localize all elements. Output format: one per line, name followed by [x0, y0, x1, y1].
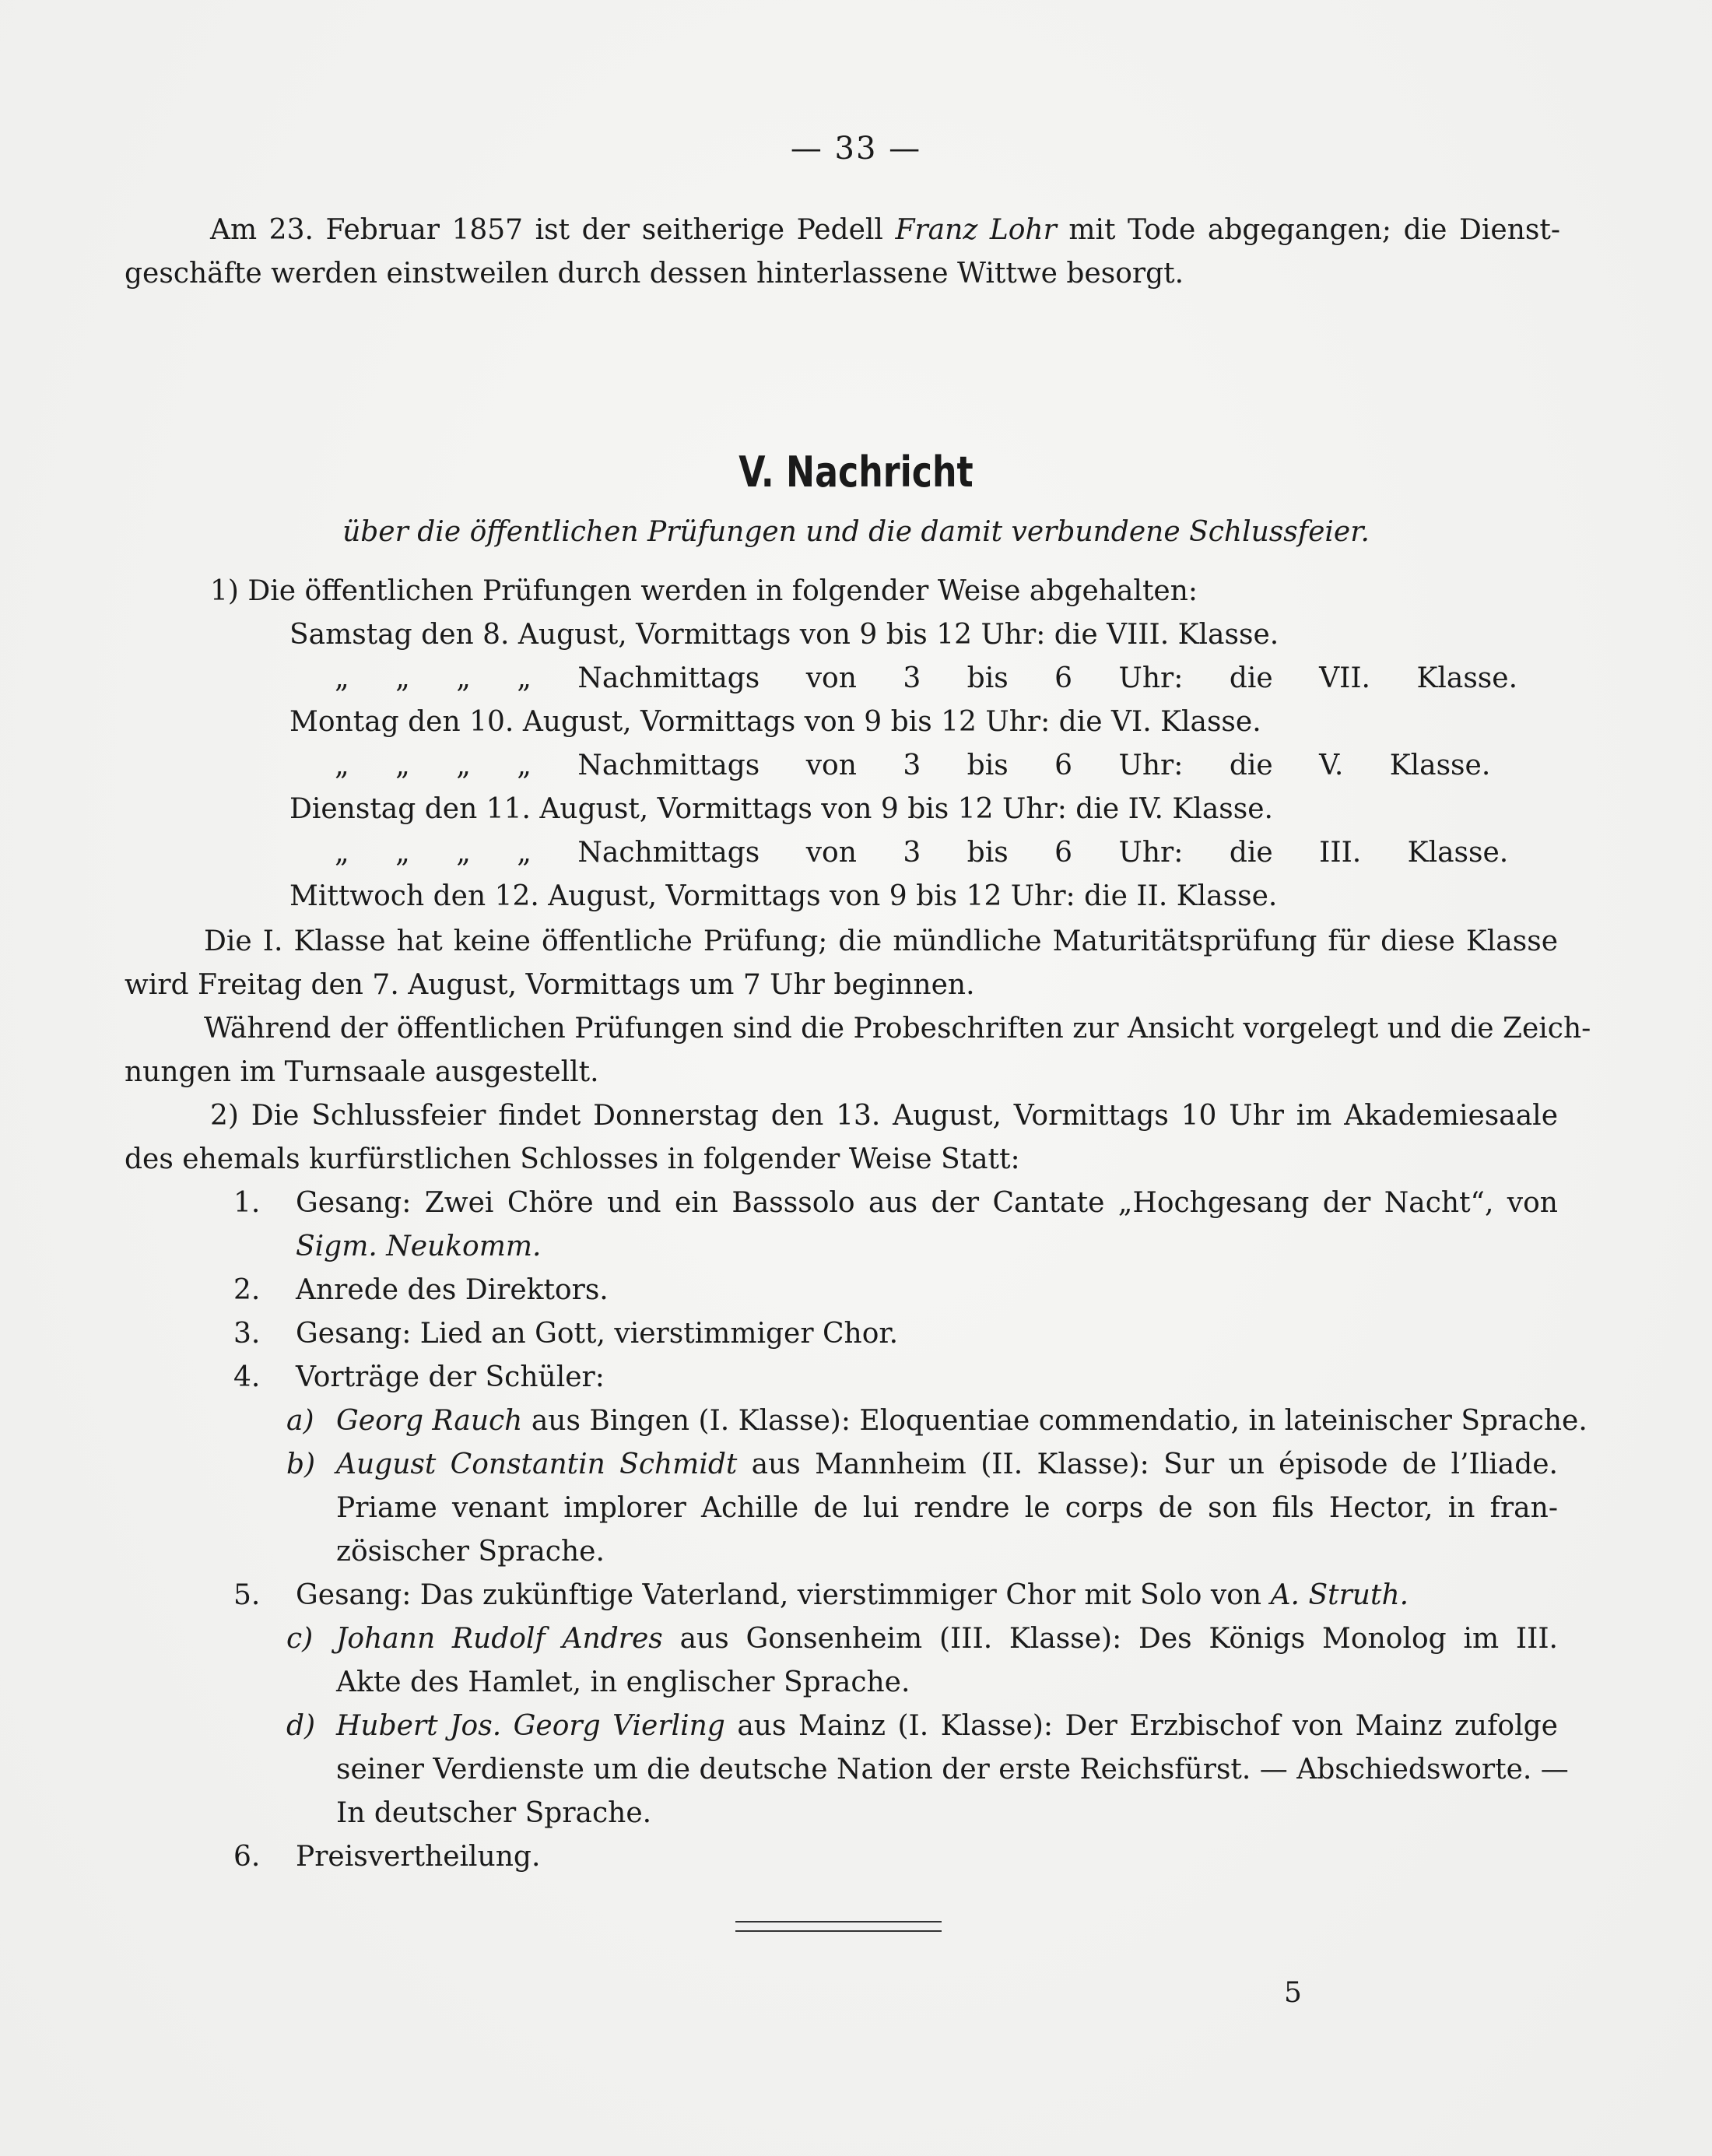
program-item-number: 4.: [233, 1361, 261, 1393]
sub-item-label: c): [286, 1623, 314, 1655]
ceremony-intro-line-2: des ehemals kurfürstlichen Schlosses in folgender Weise Statt:: [125, 1143, 1020, 1175]
program-item-6: Preisvertheilung.: [296, 1841, 541, 1873]
sub-item-label: b): [286, 1448, 316, 1480]
page-number: — 33 —: [790, 131, 922, 167]
section-title: V. Nachricht: [738, 448, 974, 497]
schedule-row: Samstag den 8. August, Vormittags von 9 bis 12 Uhr: die VIII. Klasse.: [289, 619, 1279, 651]
exams-intro: 1) Die öffentlichen Prüfungen werden in folgender Weise abgehalten:: [210, 575, 1198, 607]
signature-mark: 5: [1284, 1977, 1302, 2009]
program-item-3: Gesang: Lied an Gott, vierstimmiger Chor.: [296, 1318, 899, 1350]
exam-note-line-1: Die I. Klasse hat keine öffentliche Prüfung; die mündliche Maturitätsprüfung für diese Klasse: [204, 925, 1558, 957]
sub-item-b: [336, 1446, 1558, 1484]
program-item-1: Gesang: Zwei Chöre und ein Basssolo aus der Cantate „Hochgesang der Nacht“, von: [296, 1187, 1558, 1219]
intro-line-1: [210, 212, 1560, 249]
schedule-row: Montag den 10. August, Vormittags von 9 bis 12 Uhr: die VI. Klasse.: [289, 706, 1261, 738]
student-name: August Constantin Schmidt: [336, 1448, 738, 1480]
lecture-text: aus Mainz (I. Klasse): Der Erzbischof von Mainz zufolge: [737, 1710, 1558, 1742]
program-item-number: 1.: [233, 1187, 261, 1219]
section-subtitle: über die öffentlichen Prüfungen und die damit verbundene Schlussfeier.: [342, 516, 1370, 548]
schedule-row: „ „ „ „ Nachmittags von 3 bis 6 Uhr: die III. Klasse.: [335, 837, 1509, 869]
composer-name: A. Struth.: [1270, 1579, 1409, 1611]
schedule-row: Dienstag den 11. August, Vormittags von 9 bis 12 Uhr: die IV. Klasse.: [289, 793, 1273, 825]
sub-item-label: d): [286, 1710, 316, 1742]
student-name: Georg Rauch: [336, 1405, 523, 1437]
program-item-5: [296, 1577, 1409, 1614]
sub-item-c-line-2: Akte des Hamlet, in englischer Sprache.: [336, 1666, 910, 1698]
lecture-text: aus Bingen (I. Klasse): Eloquentiae commendatio, in lateinischer Sprache.: [531, 1405, 1587, 1437]
program-item-4: Vorträge der Schüler:: [296, 1361, 605, 1393]
schedule-row: „ „ „ „ Nachmittags von 3 bis 6 Uhr: die VII. Klasse.: [335, 662, 1518, 694]
exam-note-line-2: wird Freitag den 7. August, Vormittags um 7 Uhr beginnen.: [125, 969, 975, 1001]
lecture-text: aus Mannheim (II. Klasse): Sur un épisode de l’Iliade.: [751, 1448, 1558, 1480]
student-name: Hubert Jos. Georg Vierling: [336, 1710, 725, 1742]
display-line-1: Während der öffentlichen Prüfungen sind die Probeschriften zur Ansicht vorgelegt und die Zeich-: [204, 1013, 1591, 1045]
sub-item-b-line-3: zösischer Sprache.: [336, 1536, 605, 1568]
student-name: Johann Rudolf Andres: [336, 1623, 663, 1655]
sub-item-d: [336, 1708, 1558, 1745]
sub-item-a: [336, 1403, 1587, 1440]
ceremony-intro-line-1: 2) Die Schlussfeier findet Donnerstag den 13. August, Vormittags 10 Uhr im Akademiesaale: [210, 1100, 1558, 1132]
intro-line-2: geschäfte werden einstweilen durch dessen hinterlassene Wittwe besorgt.: [125, 258, 1184, 290]
program-item-2: Anrede des Direktors.: [296, 1274, 609, 1306]
schedule-row: Mittwoch den 12. August, Vormittags von 9 bis 12 Uhr: die II. Klasse.: [289, 880, 1278, 912]
sub-item-d-line-2: seiner Verdienste um die deutsche Nation der erste Reichsfürst. — Abschiedsworte. —: [336, 1754, 1569, 1786]
person-name: Franz Lohr: [895, 214, 1057, 246]
sub-item-label: a): [286, 1405, 314, 1437]
intro-text: mit Tode abgegangen; die Dienst-: [1068, 214, 1561, 246]
section-divider: [735, 1921, 942, 1932]
program-item-number: 2.: [233, 1274, 261, 1306]
sub-item-c: [336, 1621, 1558, 1658]
sub-item-d-line-3: In deutscher Sprache.: [336, 1797, 652, 1829]
sub-item-b-line-2: Priame venant implorer Achille de lui rendre le corps de son fils Hector, in fran-: [336, 1492, 1558, 1524]
composer-name: Sigm. Neukomm.: [296, 1231, 542, 1262]
intro-text: Am 23. Februar 1857 ist der seitherige Pedell: [210, 214, 883, 246]
program-item-number: 5.: [233, 1579, 261, 1611]
schedule-row: „ „ „ „ Nachmittags von 3 bis 6 Uhr: die V. Klasse.: [335, 750, 1491, 781]
program-item-number: 6.: [233, 1841, 261, 1873]
display-line-2: nungen im Turnsaale ausgestellt.: [125, 1056, 599, 1088]
lecture-text: aus Gonsenheim (III. Klasse): Des Königs Monolog im III.: [679, 1623, 1558, 1655]
program-text: Gesang: Das zukünftige Vaterland, vierstimmiger Chor mit Solo von: [296, 1579, 1262, 1611]
program-item-number: 3.: [233, 1318, 261, 1350]
